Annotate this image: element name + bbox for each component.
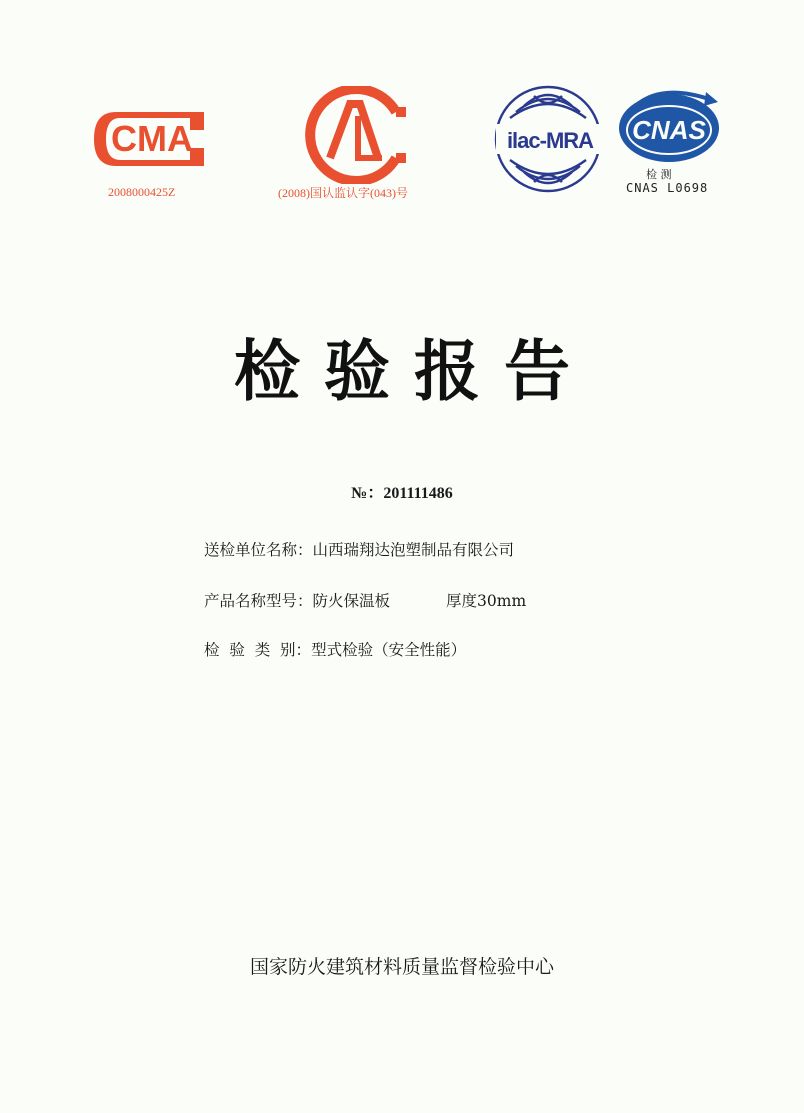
field-test-type-label: 检 验 类 别： (204, 641, 312, 659)
field-test-type (204, 638, 466, 660)
cal-number: (2008)国认监认字(043)号 (278, 186, 408, 200)
field-product-label: 产品名称型号： (204, 592, 313, 610)
field-product-value: 防火保温板 (312, 592, 391, 610)
field-client-value: 山西瑞翔达泡塑制品有限公司 (312, 541, 515, 559)
field-client-label: 送检单位名称： (204, 541, 313, 559)
cnas-caption-test: 检 测 (646, 168, 672, 181)
cma-logo (92, 106, 216, 172)
issuing-authority: 国家防火建筑材料质量监督检验中心 (249, 956, 554, 978)
cnas-logo-mark: CNAS (632, 115, 706, 145)
field-client (204, 538, 514, 560)
ilac-mra-logo-mark: ilac-MRA (506, 128, 594, 153)
ilac-mra-logo (490, 84, 610, 194)
field-product (204, 589, 526, 611)
field-product-thickness: 厚度30mm (446, 592, 527, 610)
cma-logo-mark: CMA (111, 118, 193, 159)
cnas-logo (614, 84, 724, 166)
cma-number: 2008000425Z (108, 185, 176, 199)
report-number: №：201111486 (351, 485, 453, 502)
report-title: 检验报告 (234, 333, 594, 410)
cnas-number: CNAS L0698 (626, 181, 709, 195)
field-test-type-value: 型式检验（安全性能） (311, 641, 467, 659)
cal-logo (300, 86, 410, 184)
